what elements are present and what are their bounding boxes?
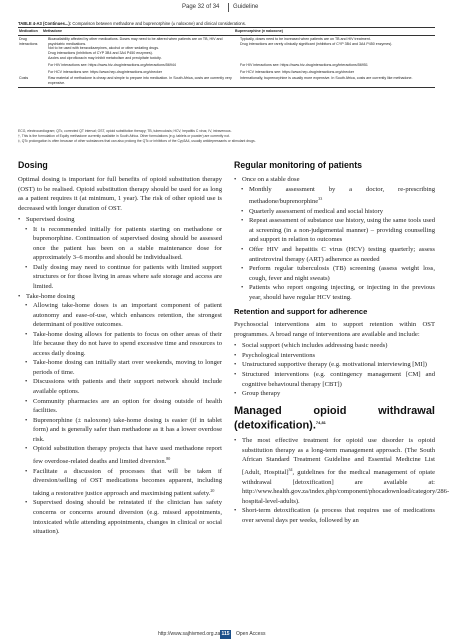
list-item: • Buprenorphine (± naloxone) take-home dosing is easier (if in tablet form) and is generally safer than methadone as it has a lower overdose risk. (18, 416, 222, 445)
list-item: • Unstructured supportive therapy (e.g. motivational interviewing [MI]) (234, 360, 435, 370)
table-cell (234, 69, 435, 76)
table-cell (234, 35, 435, 61)
table-caption-label: TABLE 4-A3 (Continues...): (18, 21, 72, 26)
journal-url-link[interactable]: http://www.sajhivmed.org.za (158, 631, 221, 637)
list-item: • Perform regular tuberculosis (TB) screening (assess weight loss, cough, fever and night sweats) (234, 264, 435, 283)
list-item: • Discussions with patients and their support network should include available options. (18, 377, 222, 396)
row-label: Costs (18, 75, 42, 87)
list-item: • Once on a stable dose (234, 175, 435, 185)
list-item: For HCV interactions see: https://www.hep-druginteractions.org/checker (48, 69, 163, 74)
list-item: • Group therapy (234, 389, 435, 399)
paragraph: Psychosocial interventions aim to support retention within OST programmes. A broad range of interventions are available and include: (234, 321, 435, 338)
list-item: Raw material of methadone is cheap and simple to prepare into medication. In South Africa, costs are currently very expensive. (48, 76, 232, 86)
list-item: • Patients who report ongoing injecting, or injecting in the previous year, should have regular HCV testing. (234, 283, 435, 302)
table-row (18, 62, 435, 69)
list-item: For HIV interactions see: https://www.hiv-druginteractions.org/interactions/56944 (48, 62, 176, 67)
row-label (18, 69, 42, 76)
list-item: • Repeat assessment of substance use history, using the same tools used at screening (in a non-judgemental manner) – providing counselling and support in relation to outcomes (234, 216, 435, 245)
list-item: • Structured interventions (e.g. contingency management [CM] and cognitive behavioural therapy [CBT]) (234, 370, 435, 389)
page-footer (0, 630, 453, 640)
heading-text: Managed opioid withdrawal (detoxification). (234, 404, 435, 432)
page-header (0, 0, 453, 16)
list-item-text: The most effective treatment for opioid use disorder is opioid substitution therapy as a long-term management approach. (The South African Standard Treatment Guideline and Essential Medicine List [Adult, Hospital] (242, 437, 435, 477)
list-item: • Daily dosing may need to continue for patients with limited support structures or for those living in areas where safe storage and access are limited. (18, 263, 222, 292)
list-item: Azoles and ciprofloxacin may inhibit metabolism and precipitate toxicity. (48, 55, 162, 60)
monitoring-list (234, 175, 435, 302)
section-heading: Regular monitoring of patients (234, 160, 363, 170)
section-heading (234, 405, 435, 433)
open-access-label: Open Access (236, 631, 266, 637)
table-cell (234, 75, 435, 87)
list-item: • It is recommended initially for patients starting on methadone or buprenorphine. Continuation of supervised dosing should be assessed once the patient has been on a stable maintenance dose for approximately 3–6 months and should be individualised. (18, 225, 222, 263)
table-footnote: †, This is the formulation of Equity methadone currently available in South Africa. Other formulations (e.g. tablets or powder) are currently not. (18, 134, 230, 138)
list-item: • Offer HIV and hepatitis C virus (HCV) testing quarterly; assess antiretroviral therapy (ART) adherence as needed (234, 245, 435, 264)
comparison-table (18, 27, 435, 88)
table-cell (234, 62, 435, 69)
column-header: Medication (18, 28, 42, 36)
table-cell (42, 69, 234, 76)
footer-page-number: 115 (221, 631, 230, 637)
table-row (18, 75, 435, 87)
list-item: Bioavailability affected by other medications. Doses may need to be altered when patients are on TB, HIV and psychiatric medications. (48, 36, 223, 46)
list-item: • Supervised dosing should be reinstated if the clinician has safety concerns or concerns around diversion (e.g. missed appointments, intoxicated while attending appointments, changes in clinical or social situation). (18, 498, 222, 536)
list-item: Typically, doses need to be increased when patients are on TB and HIV treatment. (240, 36, 371, 41)
list-item: • Take-home dosing allows for patients to focus on other areas of their life because they do not have to spend excessive time and resources to access daily dosing. (18, 330, 222, 359)
dosing-list (18, 215, 222, 536)
table-footnote: ECG, electrocardiogram; QTc, corrected QT interval; OST, opioid substitution therapy; TB, tuberculosis; HCV, hepatitis C virus; IV, intravenous. (18, 129, 232, 133)
table-header-row (18, 28, 435, 36)
list-item: • Quarterly assessment of medical and social history (234, 207, 435, 217)
list-item: • Psychological interventions (234, 351, 435, 361)
table-row (18, 35, 435, 61)
table-footnote: ‡, QTc prolongation is often because of other substances that can also prolong the QTc or inhibitors of the Cyp3A4, usually antidepressants or stimulant drugs. (18, 139, 256, 143)
list-item-text: Opioid substitution therapy projects that have used methadone report few overdose-related deaths and limited diversion. (33, 445, 222, 466)
table-cell (42, 62, 234, 69)
header-divider (228, 3, 229, 12)
row-label (18, 62, 42, 69)
list-item: For HIV interactions see: https://www.hiv-druginteractions.org/interactions/56951 (240, 62, 368, 67)
list-item: • Take-home dosing can initially start over weekends, moving to longer periods of time. (18, 358, 222, 377)
section-heading: Retention and support for adherence (234, 307, 368, 317)
list-item-text: Facilitate a discussion of processes that will be taken if diversion/selling of OST medications becomes apparent, including taking a restorative justice approach and maximising patient safety. (33, 467, 222, 497)
left-column (18, 160, 222, 537)
list-item: For HCV interactions see: https://www.hep-druginteractions.org/checker (240, 69, 355, 74)
list-item: • Take-home dosing (18, 292, 222, 302)
list-item: • Supervised dosing (18, 215, 222, 225)
reference: 34 (288, 466, 293, 472)
list-item (234, 436, 450, 506)
list-item-text: , guidelines for the medical management of opiate withdrawal [detoxification] are available at: http://www.health.gov.za/index.php/component/phocadownload/category/286-hospital-level-adults). (242, 469, 450, 505)
section-heading: Dosing (18, 160, 48, 170)
list-item (18, 444, 222, 466)
list-item: Not to be used with benzodiazepines, alcohol or other sedating drugs. (48, 46, 160, 51)
list-item: Drug interactions are rarely clinically significant (inhibitors of CYP 3B4 and 3A4 P450 enzymes). (240, 41, 393, 46)
column-header: Buprenorphine (± naloxone) (234, 28, 435, 36)
row-label: Drug interactions (19, 36, 38, 46)
paragraph: Optimal dosing is important for full benefits of opioid substitution therapy (OST) to be realised. Opioid substitution therapy should be used for as long as a patient requires it (at minimum, 1 year). The risk of other opioid use is decreased with longer duration of OST. (18, 176, 222, 212)
table-cell (42, 35, 234, 61)
section-label: Guideline (233, 4, 259, 10)
list-item (234, 185, 435, 207)
list-item: Drug interactions (inhibitors of CYP 3B4 and 3A4 P450 enzymes). (48, 51, 153, 56)
list-item: • Social support (which includes addressing basic needs) (234, 341, 435, 351)
reference: 20 (210, 487, 215, 493)
list-item: • Short-term detoxification (a process that requires use of medications over several days per weeks, followed by an (234, 506, 435, 525)
table-cell (42, 75, 234, 87)
table-caption (18, 21, 246, 26)
table-caption-text: Comparison between methadone and buprenorphine (± naloxone) and clinical considerations. (71, 21, 246, 26)
reference: 74,81 (315, 420, 326, 426)
reference: 33 (318, 196, 323, 202)
list-item: Internationally, buprenorphine is usually more expensive. In South Africa, costs are currently like methadone. (240, 76, 413, 81)
page-number: Page 32 of 34 (182, 4, 220, 10)
withdrawal-list (234, 436, 450, 525)
right-column (234, 160, 450, 525)
table-row (18, 69, 435, 76)
list-item (18, 467, 222, 499)
list-item-text: Monthly assessment by a doctor, re-prescribing methadone/buprenorphine (249, 185, 435, 206)
retention-list (234, 341, 435, 398)
list-item: • Allowing take-home doses is an important component of patient autonomy and ease-of-use, which enhances retention, the strongest determinant of positive outcomes. (18, 301, 222, 330)
column-header: Methadone (42, 28, 234, 36)
list-item: • Community pharmacies are an option for dosing outside of health facilities. (18, 397, 222, 416)
reference: 80 (166, 455, 171, 461)
